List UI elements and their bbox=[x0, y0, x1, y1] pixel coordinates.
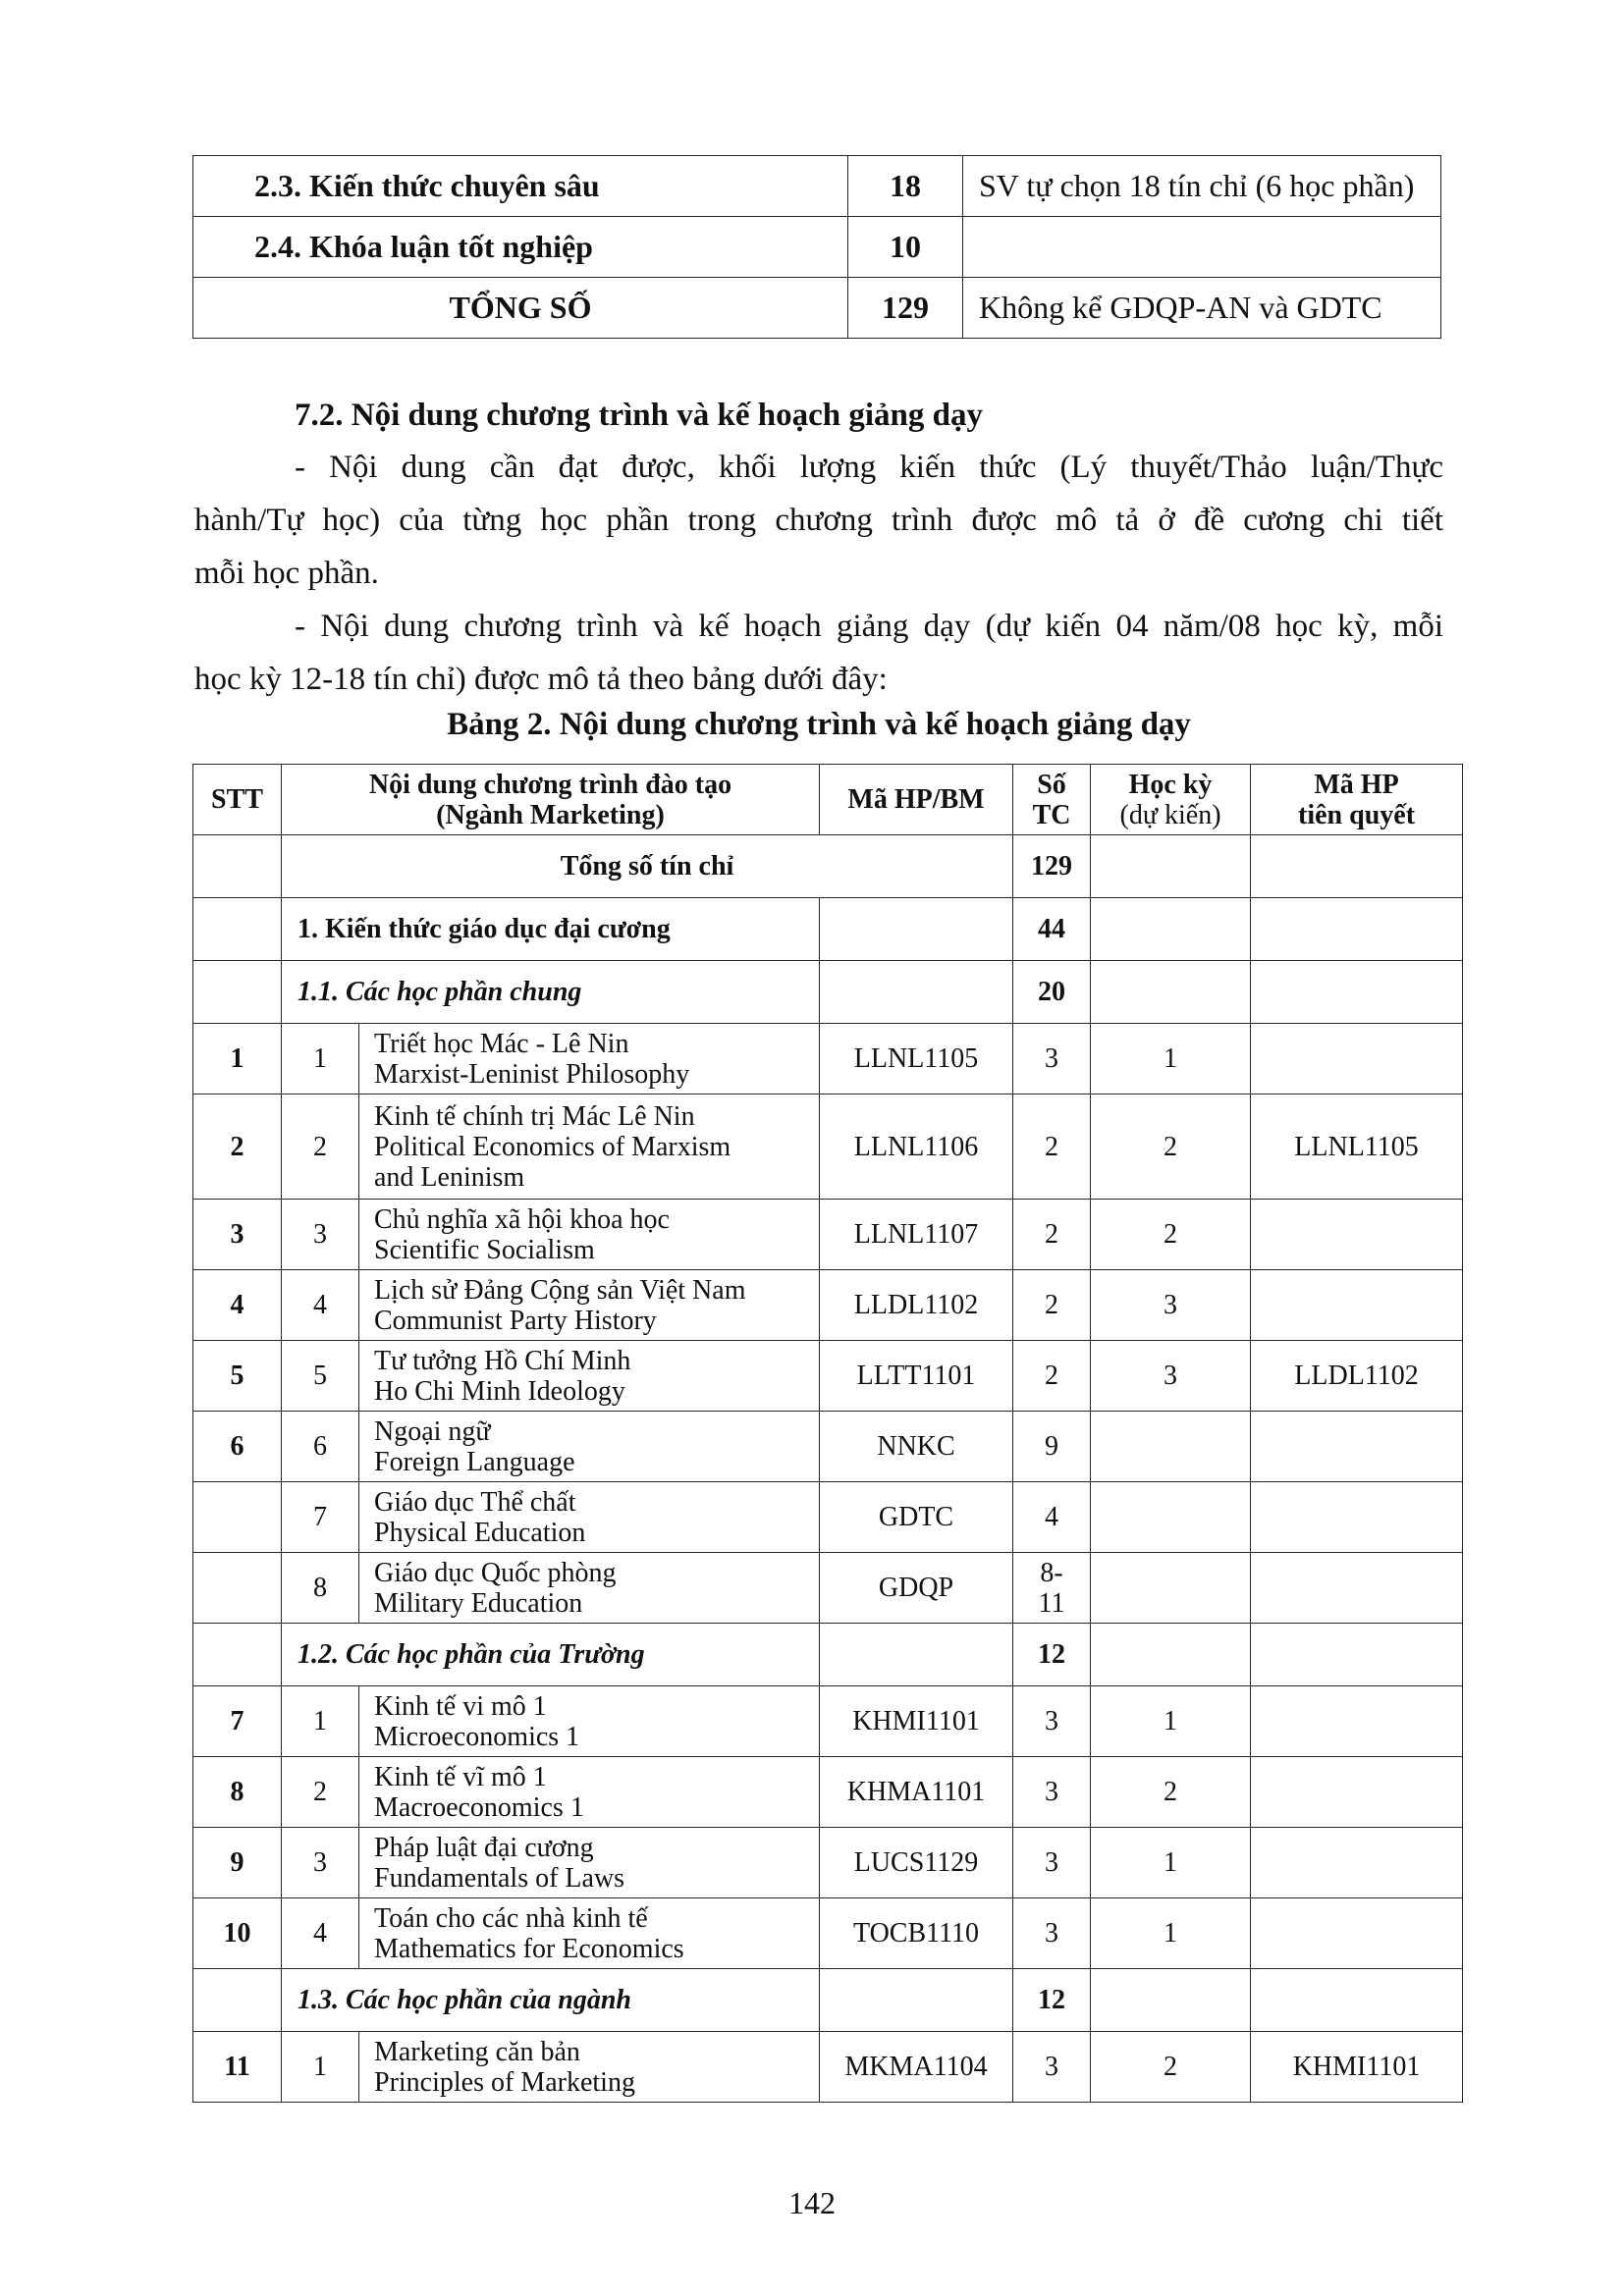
group-label: 1. Kiến thức giáo dục đại cương bbox=[282, 898, 820, 961]
course-name-en: Military Education bbox=[374, 1587, 583, 1619]
header-code: Mã HP/BM bbox=[820, 765, 1013, 835]
index-cell: 3 bbox=[282, 1828, 359, 1898]
table-row bbox=[193, 156, 1441, 217]
header-semester-line: (dự kiến) bbox=[1119, 799, 1221, 830]
empty-cell bbox=[1091, 1624, 1251, 1686]
table-row bbox=[193, 1200, 1463, 1270]
group-credits: 44 bbox=[1013, 898, 1091, 961]
course-code: KHMI1101 bbox=[820, 1686, 1013, 1757]
empty-cell bbox=[1251, 835, 1463, 898]
course-prereq: KHMI1101 bbox=[1251, 2032, 1463, 2103]
course-prereq bbox=[1251, 1024, 1463, 1095]
header-credits-line: Số bbox=[1037, 769, 1066, 800]
stt-cell bbox=[193, 1482, 282, 1553]
course-name-vn: Triết học Mác - Lê Nin bbox=[374, 1028, 629, 1059]
course-name-vn: Kinh tế chính trị Mác Lê Nin bbox=[374, 1100, 695, 1132]
course-name-en: Mathematics for Economics bbox=[374, 1933, 684, 1964]
course-credits: 3 bbox=[1013, 1828, 1091, 1898]
table-row bbox=[193, 278, 1441, 339]
summary-note bbox=[963, 217, 1441, 278]
summary-note: SV tự chọn 18 tín chỉ (6 học phần) bbox=[963, 156, 1441, 217]
course-name-vn: Chủ nghĩa xã hội khoa học bbox=[374, 1203, 670, 1235]
course-credits-line: 8- bbox=[1040, 1557, 1063, 1588]
table-row bbox=[193, 835, 1463, 898]
paragraph-line: - Nội dung chương trình và kế hoạch giảng dạy (dự kiến 04 năm/08 học kỳ, mỗi bbox=[295, 609, 1443, 644]
course-name-vn: Pháp luật đại cương bbox=[374, 1832, 594, 1863]
index-cell: 2 bbox=[282, 1757, 359, 1828]
section-heading: 7.2. Nội dung chương trình và kế hoạch giảng dạy bbox=[295, 398, 983, 433]
course-credits: 2 bbox=[1013, 1200, 1091, 1270]
course-code: LLNL1106 bbox=[820, 1095, 1013, 1200]
stt-cell bbox=[193, 1553, 282, 1624]
empty-cell bbox=[820, 1969, 1013, 2032]
summary-name: 2.4. Khóa luận tốt nghiệp bbox=[193, 217, 848, 278]
course-name-cell bbox=[359, 1412, 820, 1482]
course-credits bbox=[1013, 1553, 1091, 1624]
course-credits: 3 bbox=[1013, 1024, 1091, 1095]
stt-cell: 8 bbox=[193, 1757, 282, 1828]
table-row bbox=[193, 1624, 1463, 1686]
table-row bbox=[193, 217, 1441, 278]
course-code: MKMA1104 bbox=[820, 2032, 1013, 2103]
table-row bbox=[193, 1828, 1463, 1898]
header-content bbox=[282, 765, 820, 835]
empty-cell bbox=[1091, 835, 1251, 898]
course-prereq bbox=[1251, 1757, 1463, 1828]
course-code: LLDL1102 bbox=[820, 1270, 1013, 1341]
empty-cell bbox=[1091, 898, 1251, 961]
course-name-en: Scientific Socialism bbox=[374, 1234, 595, 1265]
course-semester: 3 bbox=[1091, 1270, 1251, 1341]
course-code: GDQP bbox=[820, 1553, 1013, 1624]
course-semester bbox=[1091, 1482, 1251, 1553]
header-content-line: Nội dung chương trình đào tạo bbox=[368, 769, 732, 800]
course-prereq bbox=[1251, 1270, 1463, 1341]
empty-cell bbox=[820, 1624, 1013, 1686]
header-semester-line: Học kỳ bbox=[1128, 769, 1213, 800]
course-name-en: Fundamentals of Laws bbox=[374, 1862, 625, 1894]
empty-cell bbox=[193, 1969, 282, 2032]
course-name-en: Physical Education bbox=[374, 1517, 586, 1548]
course-code: LUCS1129 bbox=[820, 1828, 1013, 1898]
summary-note: Không kể GDQP-AN và GDTC bbox=[963, 278, 1441, 339]
table-row bbox=[193, 2032, 1463, 2103]
empty-cell bbox=[1251, 961, 1463, 1024]
paragraph-line: hành/Tự học) của từng học phần trong chương trình được mô tả ở đề cương chi tiết bbox=[194, 503, 1443, 538]
course-credits: 2 bbox=[1013, 1341, 1091, 1412]
group-label: 1.3. Các học phần của ngành bbox=[282, 1969, 820, 2032]
course-name-vn: Kinh tế vi mô 1 bbox=[374, 1690, 547, 1722]
group-credits: 12 bbox=[1013, 1624, 1091, 1686]
index-cell: 7 bbox=[282, 1482, 359, 1553]
course-semester bbox=[1091, 1412, 1251, 1482]
course-name-en: Marxist-Leninist Philosophy bbox=[374, 1058, 690, 1090]
course-name-en: Foreign Language bbox=[374, 1446, 575, 1477]
course-name-cell bbox=[359, 1553, 820, 1624]
empty-cell bbox=[1251, 1624, 1463, 1686]
index-cell: 5 bbox=[282, 1341, 359, 1412]
course-semester: 2 bbox=[1091, 1095, 1251, 1200]
stt-cell: 1 bbox=[193, 1024, 282, 1095]
index-cell: 1 bbox=[282, 1024, 359, 1095]
summary-name: 2.3. Kiến thức chuyên sâu bbox=[193, 156, 848, 217]
empty-cell bbox=[1091, 961, 1251, 1024]
course-semester: 1 bbox=[1091, 1686, 1251, 1757]
header-prereq bbox=[1251, 765, 1463, 835]
course-semester: 2 bbox=[1091, 1200, 1251, 1270]
table-row bbox=[193, 898, 1463, 961]
table-row bbox=[193, 1024, 1463, 1095]
table-row bbox=[193, 1270, 1463, 1341]
course-prereq bbox=[1251, 1200, 1463, 1270]
course-prereq: LLDL1102 bbox=[1251, 1341, 1463, 1412]
total-credits: 129 bbox=[1013, 835, 1091, 898]
course-code: KHMA1101 bbox=[820, 1757, 1013, 1828]
course-code: GDTC bbox=[820, 1482, 1013, 1553]
table-row bbox=[193, 1898, 1463, 1969]
group-credits: 20 bbox=[1013, 961, 1091, 1024]
course-semester: 1 bbox=[1091, 1024, 1251, 1095]
course-name-cell bbox=[359, 1482, 820, 1553]
table-row bbox=[193, 1686, 1463, 1757]
stt-cell: 6 bbox=[193, 1412, 282, 1482]
table-row bbox=[193, 1757, 1463, 1828]
summary-table bbox=[192, 155, 1441, 339]
table-row bbox=[193, 961, 1463, 1024]
header-prereq-line: tiên quyết bbox=[1298, 799, 1416, 830]
course-name-cell bbox=[359, 1095, 820, 1200]
page-number: 142 bbox=[788, 2185, 836, 2220]
table-row bbox=[193, 1095, 1463, 1200]
curriculum-table bbox=[192, 764, 1463, 2103]
table-row bbox=[193, 1553, 1463, 1624]
course-code: NNKC bbox=[820, 1412, 1013, 1482]
course-semester: 2 bbox=[1091, 1757, 1251, 1828]
stt-cell: 5 bbox=[193, 1341, 282, 1412]
empty-cell bbox=[1091, 1969, 1251, 2032]
group-label: 1.2. Các học phần của Trường bbox=[282, 1624, 820, 1686]
course-prereq bbox=[1251, 1898, 1463, 1969]
summary-credits: 129 bbox=[848, 278, 963, 339]
paragraph-line: mỗi học phần. bbox=[194, 556, 379, 591]
course-name-en: Macroeconomics 1 bbox=[374, 1791, 584, 1823]
empty-cell bbox=[1251, 1969, 1463, 2032]
summary-name: TỔNG SỐ bbox=[193, 278, 848, 339]
course-credits: 2 bbox=[1013, 1095, 1091, 1200]
course-name-vn: Giáo dục Thể chất bbox=[374, 1486, 576, 1518]
course-name-cell bbox=[359, 2032, 820, 2103]
header-stt: STT bbox=[193, 765, 282, 835]
total-label: Tổng số tín chỉ bbox=[282, 835, 1013, 898]
course-credits: 3 bbox=[1013, 2032, 1091, 2103]
index-cell: 8 bbox=[282, 1553, 359, 1624]
course-name-cell bbox=[359, 1686, 820, 1757]
course-credits: 9 bbox=[1013, 1412, 1091, 1482]
table-row bbox=[193, 1341, 1463, 1412]
course-name-en: Political Economics of Marxism bbox=[374, 1131, 731, 1162]
stt-cell: 11 bbox=[193, 2032, 282, 2103]
course-prereq: LLNL1105 bbox=[1251, 1095, 1463, 1200]
course-prereq bbox=[1251, 1412, 1463, 1482]
paragraph-line: học kỳ 12-18 tín chỉ) được mô tả theo bảng dưới đây: bbox=[194, 662, 888, 697]
course-code: TOCB1110 bbox=[820, 1898, 1013, 1969]
course-name-en: Communist Party History bbox=[374, 1305, 657, 1336]
course-code: LLNL1107 bbox=[820, 1200, 1013, 1270]
empty-cell bbox=[193, 1624, 282, 1686]
course-name-cell bbox=[359, 1828, 820, 1898]
index-cell: 1 bbox=[282, 2032, 359, 2103]
course-credits: 3 bbox=[1013, 1686, 1091, 1757]
course-name-vn: Tư tưởng Hồ Chí Minh bbox=[374, 1345, 631, 1376]
table-row bbox=[193, 1482, 1463, 1553]
course-name-vn: Toán cho các nhà kinh tế bbox=[374, 1902, 648, 1934]
course-name-vn: Ngoại ngữ bbox=[374, 1415, 491, 1447]
course-credits: 4 bbox=[1013, 1482, 1091, 1553]
index-cell: 2 bbox=[282, 1095, 359, 1200]
empty-cell bbox=[820, 898, 1013, 961]
course-credits: 3 bbox=[1013, 1898, 1091, 1969]
empty-cell bbox=[193, 898, 282, 961]
empty-cell bbox=[1251, 898, 1463, 961]
course-name-en: Microeconomics 1 bbox=[374, 1721, 580, 1752]
course-credits-line: 11 bbox=[1038, 1587, 1065, 1619]
course-name-en: Principles of Marketing bbox=[374, 2066, 635, 2098]
empty-cell bbox=[193, 961, 282, 1024]
course-name-cell bbox=[359, 1024, 820, 1095]
course-name-vn: Marketing căn bản bbox=[374, 2036, 580, 2067]
course-name-cell bbox=[359, 1757, 820, 1828]
course-semester: 1 bbox=[1091, 1828, 1251, 1898]
stt-cell: 10 bbox=[193, 1898, 282, 1969]
paragraph-line: - Nội dung cần đạt được, khối lượng kiến thức (Lý thuyết/Thảo luận/Thực bbox=[295, 450, 1443, 485]
course-name-vn: Giáo dục Quốc phòng bbox=[374, 1557, 617, 1588]
header-content-line: (Ngành Marketing) bbox=[436, 799, 665, 830]
course-name-cell bbox=[359, 1898, 820, 1969]
stt-cell: 7 bbox=[193, 1686, 282, 1757]
index-cell: 4 bbox=[282, 1270, 359, 1341]
course-code: LLNL1105 bbox=[820, 1024, 1013, 1095]
course-name-en: Ho Chi Minh Ideology bbox=[374, 1375, 625, 1407]
course-credits: 2 bbox=[1013, 1270, 1091, 1341]
table-row bbox=[193, 1412, 1463, 1482]
course-prereq bbox=[1251, 1482, 1463, 1553]
course-name-vn: Kinh tế vĩ mô 1 bbox=[374, 1761, 547, 1792]
stt-cell: 2 bbox=[193, 1095, 282, 1200]
summary-credits: 10 bbox=[848, 217, 963, 278]
header-semester bbox=[1091, 765, 1251, 835]
course-semester: 1 bbox=[1091, 1898, 1251, 1969]
course-prereq bbox=[1251, 1686, 1463, 1757]
empty-cell bbox=[820, 961, 1013, 1024]
stt-cell: 3 bbox=[193, 1200, 282, 1270]
course-credits: 3 bbox=[1013, 1757, 1091, 1828]
table-row bbox=[193, 1969, 1463, 2032]
group-credits: 12 bbox=[1013, 1969, 1091, 2032]
index-cell: 3 bbox=[282, 1200, 359, 1270]
course-semester: 3 bbox=[1091, 1341, 1251, 1412]
course-semester: 2 bbox=[1091, 2032, 1251, 2103]
header-credits bbox=[1013, 765, 1091, 835]
course-code: LLTT1101 bbox=[820, 1341, 1013, 1412]
header-prereq-line: Mã HP bbox=[1314, 769, 1399, 800]
stt-cell: 4 bbox=[193, 1270, 282, 1341]
course-name-en-cont: and Leninism bbox=[374, 1161, 525, 1193]
index-cell: 1 bbox=[282, 1686, 359, 1757]
stt-cell: 9 bbox=[193, 1828, 282, 1898]
course-name-cell bbox=[359, 1270, 820, 1341]
course-semester bbox=[1091, 1553, 1251, 1624]
empty-cell bbox=[193, 835, 282, 898]
course-name-cell bbox=[359, 1341, 820, 1412]
course-name-cell bbox=[359, 1200, 820, 1270]
table-caption: Bảng 2. Nội dung chương trình và kế hoạch giảng dạy bbox=[447, 707, 1191, 742]
course-name-vn: Lịch sử Đảng Cộng sản Việt Nam bbox=[374, 1274, 746, 1306]
index-cell: 6 bbox=[282, 1412, 359, 1482]
group-label: 1.1. Các học phần chung bbox=[282, 961, 820, 1024]
index-cell: 4 bbox=[282, 1898, 359, 1969]
header-credits-line: TC bbox=[1032, 799, 1071, 830]
course-prereq bbox=[1251, 1553, 1463, 1624]
table-header-row bbox=[193, 765, 1463, 835]
course-prereq bbox=[1251, 1828, 1463, 1898]
summary-credits: 18 bbox=[848, 156, 963, 217]
